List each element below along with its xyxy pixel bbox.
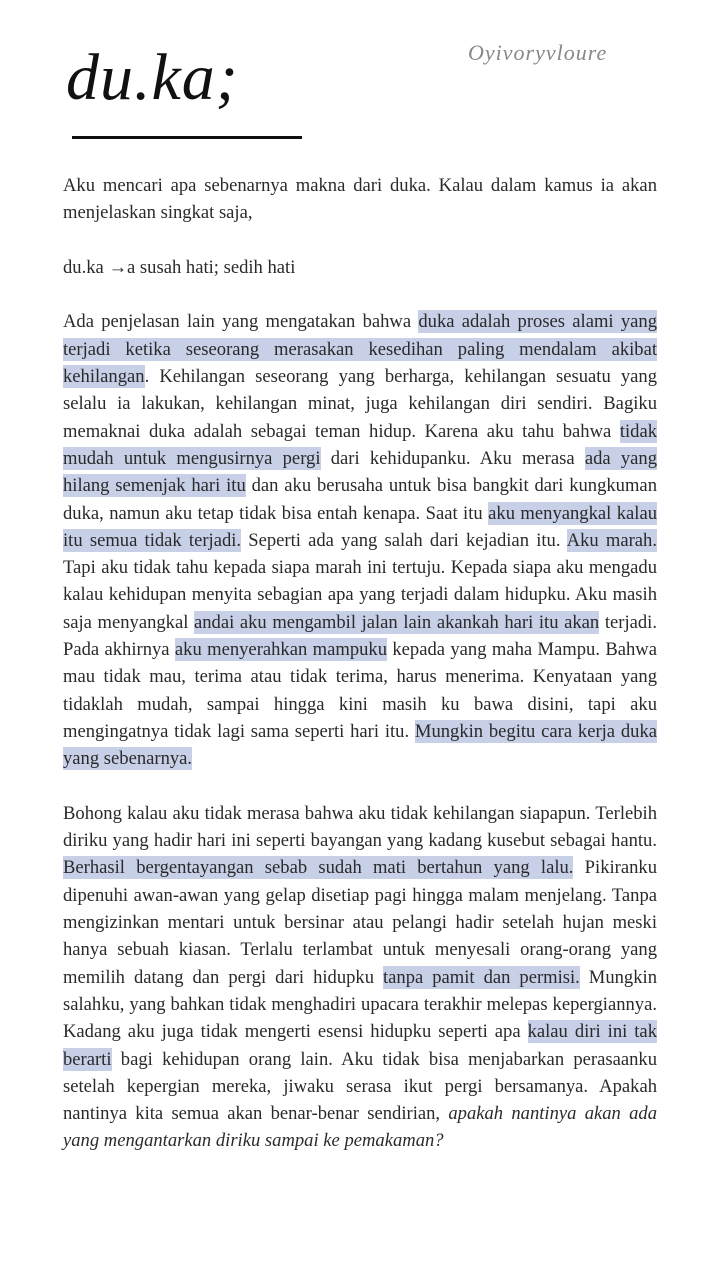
highlight-segment: Berhasil bergentayangan sebab sudah mati bertahun yang lalu. [63, 857, 574, 879]
highlight-segment: kalau diri ini tak berarti [63, 1021, 657, 1070]
paragraph-intro: Aku mencari apa sebenarnya makna dari duka. Kalau dalam kamus ia akan menjelaskan singkat saja, [63, 175, 657, 224]
text-segment: Ada penjelasan lain yang mengatakan bahwa [63, 311, 419, 333]
text-segment: . Kehilangan seseorang yang berharga, kehilangan sesuatu yang selalu ia lakukan, kehilangan minat, juga kehilangan diri sendiri. Bagiku memaknai duka adalah sebagai teman hidup. Karena aku tahu bahwa [63, 366, 657, 442]
paragraph-grief-explanation [63, 308, 657, 772]
text-segment: Bohong kalau aku tidak merasa bahwa aku tidak kehilangan siapapun. Terlebih diriku yang hadir hari ini seperti bayangan yang kadang kusebut sebagai hantu. [63, 802, 657, 852]
paragraph-definition: du.ka →a susah hati; sedih hati [63, 256, 296, 278]
text-segment: bagi kehidupan orang lain. Aku tidak bisa menjabarkan perasaanku setelah kepergian mereka, jiwaku serasa ikut pergi bersamanya. Apakah nantinya kita semua akan benar-benar sendirian, [63, 1048, 657, 1125]
highlight-segment: duka adalah proses alami yang terjadi ketika seseorang merasakan kesedihan paling mendalam akibat kehilangan [63, 311, 657, 388]
highlight-segment: aku menyangkal kalau itu semua tidak terjadi. [63, 502, 658, 551]
italic-closing-question: apakah nantinya akan ada yang mengantarkan diriku sampai ke pemakaman? [63, 1103, 657, 1152]
text-segment: dari kehidupanku. Aku merasa [320, 447, 585, 469]
page-title: du.ka; [66, 41, 239, 114]
text-segment: dan aku berusaha untuk bisa bangkit dari kungkuman duka, namun aku tetap tidak bisa entah kenapa. Saat itu [63, 475, 657, 524]
author-signature: Oyivoryvloure [468, 40, 608, 65]
article-body [63, 172, 657, 1182]
text-segment: Pikiranku dipenuhi awan-awan yang gelap disetiap pagi hingga malam menjelang. Tanpa mengizinkan mentari untuk bersinar atau pelangi hadir setelah hujan meski hanya sebuah kiasan. Terlalu terlambat untuk menyesali orang-orang yang memilih datang dan pergi dari hidupku [63, 857, 657, 988]
highlight-segment: ada yang hilang semenjak hari itu [63, 447, 657, 497]
highlight-segment: Aku marah. [566, 529, 657, 551]
highlight-segment: andai aku mengambil jalan lain akankah hari itu akan [194, 611, 600, 633]
paragraph-loss [63, 800, 657, 1155]
text-segment: Tapi aku tidak tahu kepada siapa marah ini tertuju. Kepada siapa aku mengadu kalau kehidupan menyita sebagian apa yang terjadi dalam hidupku. Aku masih saja menyangkal [63, 557, 657, 633]
text-segment: terjadi. Pada akhirnya [63, 611, 657, 661]
text-segment: Mungkin salahku, yang bahkan tidak menghadiri upacara terakhir melepas kepergiannya. Kadang aku juga tidak mengerti esensi hidupku seperti apa [63, 966, 657, 1043]
highlight-segment: Mungkin begitu cara kerja duka yang sebenarnya. [63, 720, 657, 770]
highlight-segment: aku menyerahkan mampuku [174, 639, 388, 661]
text-segment: Seperti ada yang salah dari kejadian itu. [241, 529, 567, 551]
highlight-segment: tidak mudah untuk mengusirnya pergi [63, 420, 657, 469]
text-segment: kepada yang maha Mampu. Bahwa mau tidak mau, terima atau tidak terima, harus menerima. Kenyataan yang tidaklah mudah, sampai hingga kini masih ku bawa disini, tapi aku mengingatnya tidak lagi sama seperti hari itu. [63, 639, 657, 742]
highlight-segment: tanpa pamit dan permisi. [383, 966, 580, 988]
title-underline [72, 136, 302, 139]
